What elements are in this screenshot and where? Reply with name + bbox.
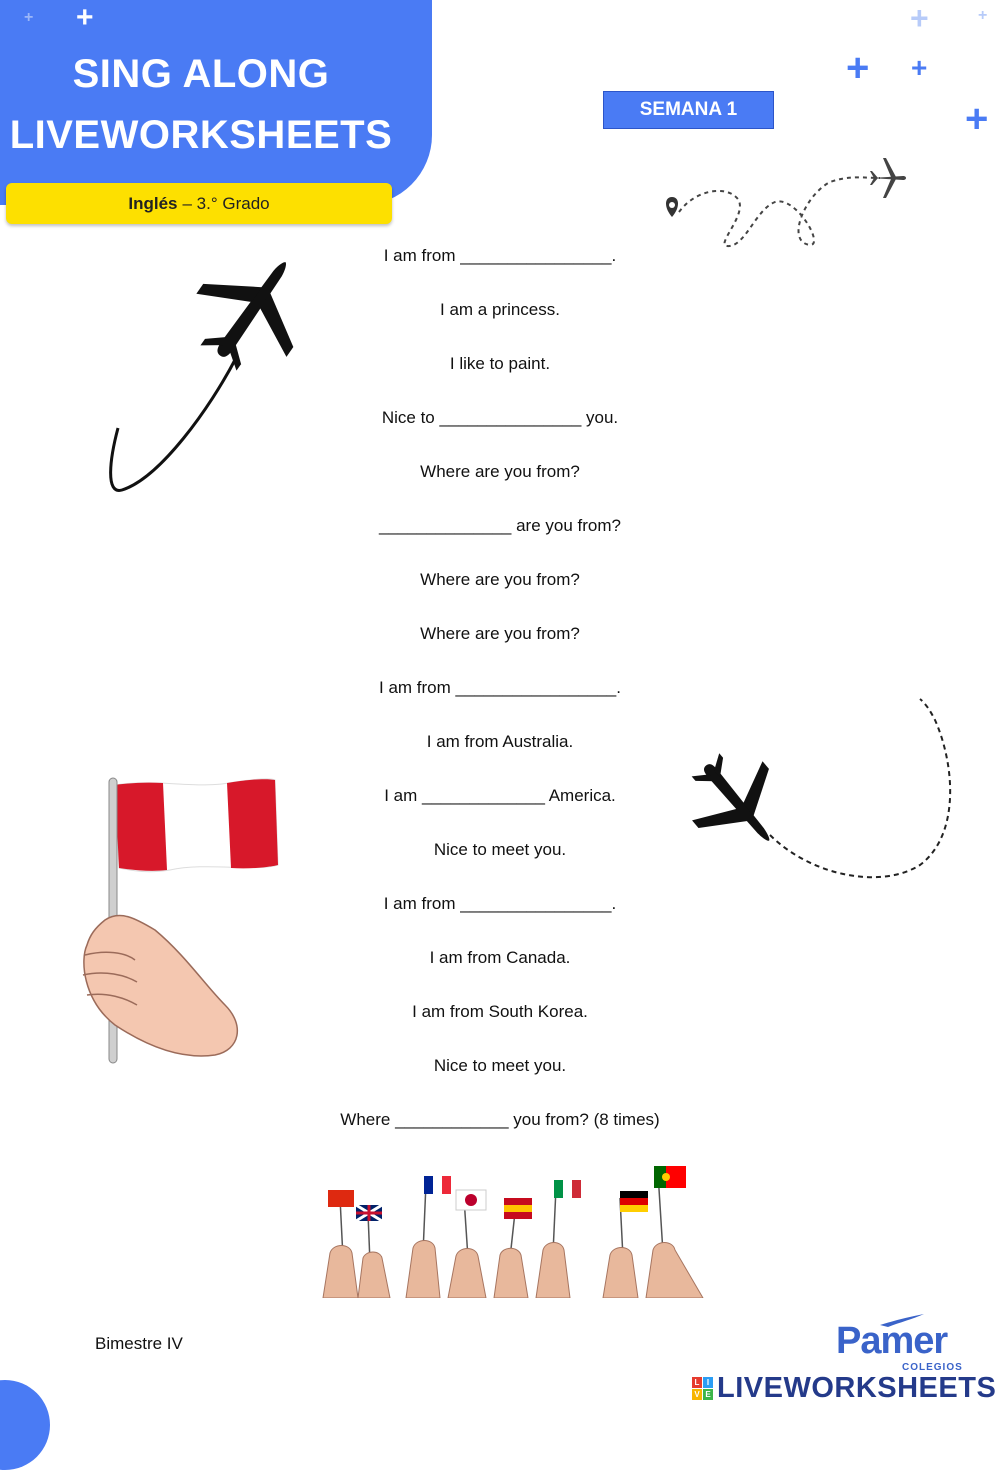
lyric-line: I am from ________________.: [383, 246, 617, 265]
lyric-line: Where ____________ you from? (8 times): [340, 1110, 660, 1129]
airplane-icon: [870, 158, 906, 198]
plus-icon: +: [965, 97, 989, 141]
lyric-line: I am from _________________.: [379, 678, 621, 697]
lyric-line: I am from South Korea.: [412, 1002, 588, 1021]
page-title-line2: LIVEWORKSHEETS: [9, 113, 393, 157]
grade-label: – 3.° Grado: [182, 193, 270, 213]
header-banner: [0, 0, 432, 205]
plus-icon: +: [24, 9, 34, 26]
plus-icon: +: [911, 52, 928, 83]
lyric-line: Where are you from?: [420, 624, 580, 643]
lyric-line: Nice to _______________ you.: [381, 408, 619, 427]
pamer-swoosh-icon: [878, 1313, 926, 1327]
lyric-line: Where are you from?: [420, 570, 580, 589]
page-title: SING ALONG: [72, 52, 330, 96]
map-pin-icon: [666, 197, 678, 217]
airplane-loop: [690, 695, 960, 895]
lyric-line: I am from Canada.: [429, 948, 571, 967]
pamer-logo: Pamer: [836, 1320, 948, 1362]
week-badge: SEMANA 1: [603, 91, 774, 129]
corner-decoration: [0, 1380, 50, 1470]
lyric-line: I am from ________________.: [383, 894, 617, 913]
liveworksheets-wordmark: LIVEWORKSHEETS: [717, 1372, 997, 1404]
lyric-line: Where are you from?: [420, 462, 580, 481]
subject-label: Inglés: [128, 193, 178, 213]
live-badge-icon: L I V E: [692, 1377, 713, 1400]
subject-bar: [6, 183, 392, 224]
lyric-line: Nice to meet you.: [433, 840, 567, 859]
lyric-line: I am a princess.: [440, 300, 560, 319]
plus-icon: +: [76, 1, 94, 34]
lyric-line: I like to paint.: [449, 354, 551, 373]
liveworksheets-logo: [692, 1372, 996, 1405]
term-label: Bimestre IV: [95, 1334, 183, 1353]
lyric-line: I am from Australia.: [426, 732, 574, 751]
waving-flags-hands: [318, 1158, 708, 1298]
lyric-line: I am _____________ America.: [384, 786, 616, 805]
peru-flag: [75, 770, 290, 1070]
plus-icon: +: [910, 0, 929, 36]
plus-icon: +: [846, 46, 870, 90]
pamer-subtitle: COLEGIOS: [902, 1362, 963, 1373]
lyric-line: ______________ are you from?: [379, 516, 621, 535]
lyric-line: Nice to meet you.: [433, 1056, 567, 1075]
route-illustration: [655, 150, 915, 255]
plus-icon: +: [978, 7, 988, 24]
